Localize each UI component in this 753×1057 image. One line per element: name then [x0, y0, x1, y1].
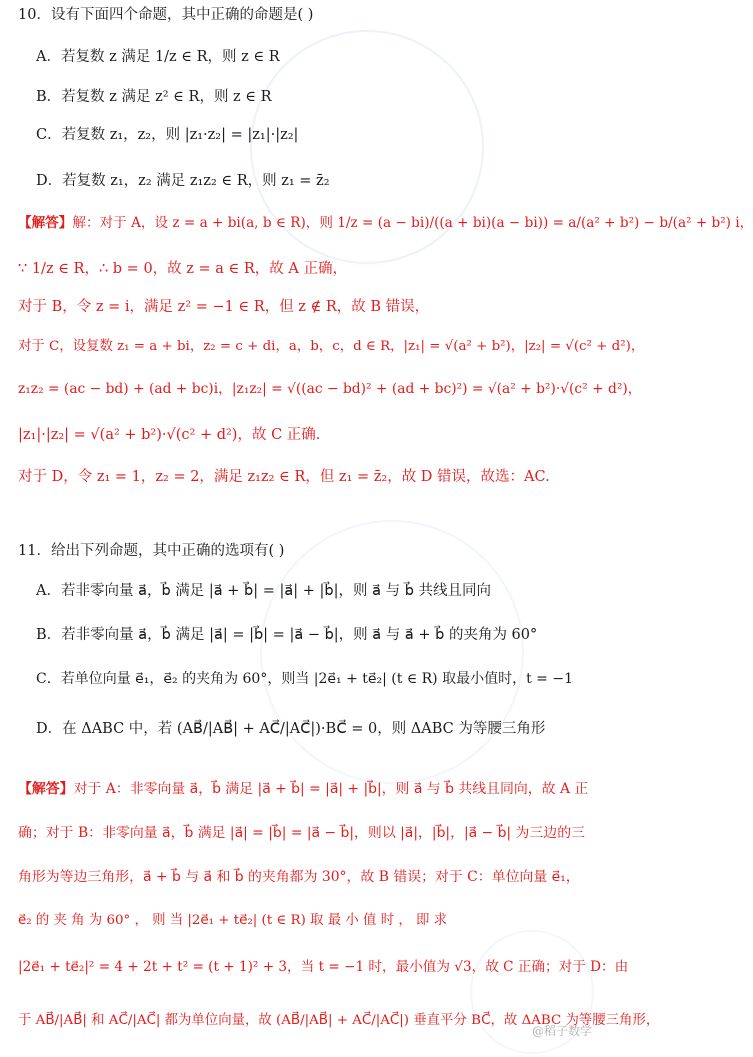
q11-option-d: D．在 ΔABC 中，若 (AB⃗/|AB⃗| + AC⃗/|AC⃗|)·BC⃗ = 0，则 ΔABC 为等腰三角形	[36, 721, 546, 737]
q10-option-c: C．若复数 z₁，z₂，则 |z₁·z₂| = |z₁|·|z₂|	[36, 127, 299, 143]
q10-solution-line-6: |z₁|·|z₂| = √(a² + b²)·√(c² + d²)，故 C 正确.	[18, 427, 321, 443]
q10-stem: 10．设有下面四个命题，其中正确的命题是( )	[18, 7, 314, 23]
q10-option-b: B．若复数 z 满足 z² ∈ R，则 z ∈ R	[36, 89, 272, 105]
q11-solution-line-1: 【解答】对于 A：非零向量 a⃗，b⃗ 满足 |a⃗ + b⃗| = |a⃗| + |b⃗|，则 a⃗ 与 b⃗ 共线且同向，故 A 正	[18, 781, 589, 797]
q11-option-a: A．若非零向量 a⃗，b⃗ 满足 |a⃗ + b⃗| = |a⃗| + |b⃗|，则 a⃗ 与 b⃗ 共线且同向	[36, 583, 492, 599]
q10-solution-line-1: 【解答】解：对于 A，设 z = a + bi(a, b ∈ R)，则 1/z = (a − bi)/((a + bi)(a − bi)) = a/(a² + b²) − b/(a² + b²) i，	[18, 215, 753, 231]
q11-solution-line-6: 于 AB⃗/|AB⃗| 和 AC⃗/|AC⃗| 都为单位向量，故 (AB⃗/|AB⃗| + AC⃗/|AC⃗|) 垂直平分 BC⃗，故 ΔABC 为等腰三角形，	[18, 1013, 660, 1028]
q10-solution-line-5: z₁z₂ = (ac − bd) + (ad + bc)i，|z₁z₂| = √((ac − bd)² + (ad + bc)²) = √(a² + b²)·√(c² + d²)，	[18, 381, 642, 397]
q11-solution-tag: 【解答】	[18, 781, 74, 797]
q11-solution-line-3: 角形为等边三角形，a⃗ + b⃗ 与 a⃗ 和 b⃗ 的夹角都为 30°，故 B 错误；对于 C：单位向量 e⃗₁，	[18, 869, 580, 885]
q11-option-b: B．若非零向量 a⃗，b⃗ 满足 |a⃗| = |b⃗| = |a⃗ − b⃗|，则 a⃗ 与 a⃗ + b⃗ 的夹角为 60°	[36, 627, 538, 643]
q11-stem: 11．给出下列命题，其中正确的选项有( )	[18, 543, 285, 559]
q10-solution-line-2: ∵ 1/z ∈ R，∴ b = 0，故 z = a ∈ R，故 A 正确，	[18, 261, 347, 277]
q10-solution-tag: 【解答】	[18, 215, 73, 231]
q10-solution-line-4: 对于 C，设复数 z₁ = a + bi，z₂ = c + di，a，b，c，d ∈ R，|z₁| = √(a² + b²)，|z₂| = √(c² + d²)，	[18, 339, 645, 354]
watermark-text: @稻子数学	[531, 1024, 592, 1038]
watermark-arc	[260, 520, 524, 784]
q10-option-d: D．若复数 z₁，z₂ 满足 z₁z₂ ∈ R，则 z₁ = z̄₂	[36, 173, 330, 189]
q11-solution-line-2: 确；对于 B：非零向量 a⃗，b⃗ 满足 |a⃗| = |b⃗| = |a⃗ − b⃗|，则以 |a⃗|，|b⃗|，|a⃗ − b⃗| 为三边的三	[18, 825, 585, 841]
q11-solution-line-5: |2e⃗₁ + te⃗₂|² = 4 + 2t + t² = (t + 1)² + 3，当 t = −1 时，最小值为 √3，故 C 正确；对于 D：由	[18, 959, 629, 975]
q11-solution-line-4: e⃗₂ 的 夹 角 为 60° ， 则 当 |2e⃗₁ + te⃗₂| (t ∈ R) 取 最 小 值 时 ， 即 求	[18, 913, 448, 928]
q10-option-a: A．若复数 z 满足 1/z ∈ R，则 z ∈ R	[36, 49, 280, 65]
q11-option-c: C．若单位向量 e⃗₁，e⃗₂ 的夹角为 60°，则当 |2e⃗₁ + te⃗₂| (t ∈ R) 取最小值时，t = −1	[36, 671, 573, 687]
q10-solution-line-7: 对于 D，令 z₁ = 1，z₂ = 2，满足 z₁z₂ ∈ R，但 z₁ = z̄₂，故 D 错误，故选：AC.	[18, 469, 550, 485]
q10-solution-line-3: 对于 B，令 z = i，满足 z² = −1 ∈ R，但 z ∉ R，故 B 错误，	[18, 299, 430, 315]
